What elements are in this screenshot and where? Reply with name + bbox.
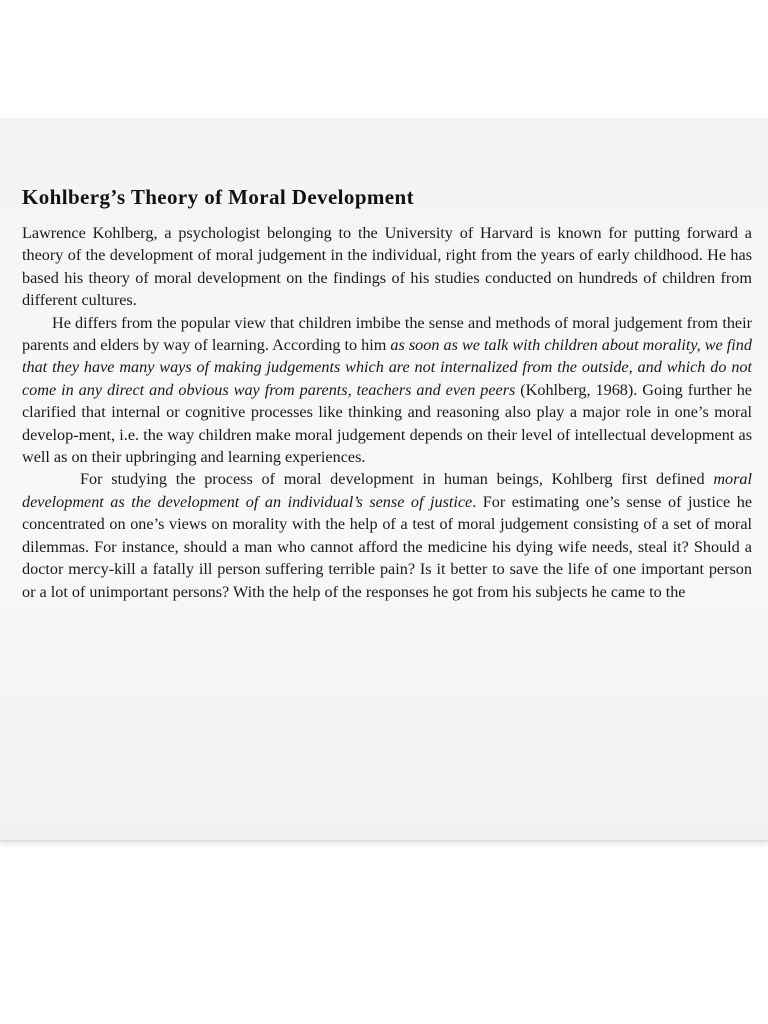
paragraph-3-definition: moral development as the development of an individual’s sense of justice (22, 470, 752, 511)
paragraph-2-quote: as soon as we talk with children about morality, we find that they have many ways of making judgements which are not internalized from the outside, and which do not come in any direct and obvious way from parents, teachers and even peers (22, 336, 752, 399)
paragraph-1-text: Lawrence Kohlberg, a psychologist belonging to the University of Harvard is known for putting forward a theory of the development of moral judgement in the individual, right from the years of early childhood. He has based his theory of moral development on the findings of his studies conducted on hundreds of children from different cultures. (22, 224, 752, 310)
section-heading: Kohlberg’s Theory of Moral Development (22, 185, 414, 209)
book-page (0, 118, 768, 842)
paragraph-2 (22, 312, 752, 469)
paragraph-2-text-b: (Kohlberg, 1968). Going further he clarified that internal or cognitive processes like thinking and reasoning also play a major role in one’s moral develop-ment, i.e. the way children make moral judgement depends on their level of intellectual development as well as on their upbringing and learning experiences. (22, 380, 752, 467)
paragraph-3 (22, 468, 752, 602)
paragraph-3-text-a: For studying the process of moral development in human beings, Kohlberg first defined (80, 470, 714, 489)
paragraph-3-text-b: . For estimating one’s sense of justice he concentrated on one’s views on morality with the help of a test of moral judgement consisting of a set of moral dilemmas. For instance, should a man who cannot afford the medicine his dying wife needs, steal it? Should a doctor mercy-kill a fatally ill person suffering terrible pain? Is it better to save the life of one important person or a lot of unimportant persons? With the help of the responses he got from his subjects he came to the (22, 492, 752, 601)
page-content (22, 184, 752, 603)
paragraph-1 (22, 222, 752, 312)
paragraph-2-text-a: He differs from the popular view that children imbibe the sense and methods of moral judgement from their parents and elders by way of learning. According to him (22, 313, 752, 355)
